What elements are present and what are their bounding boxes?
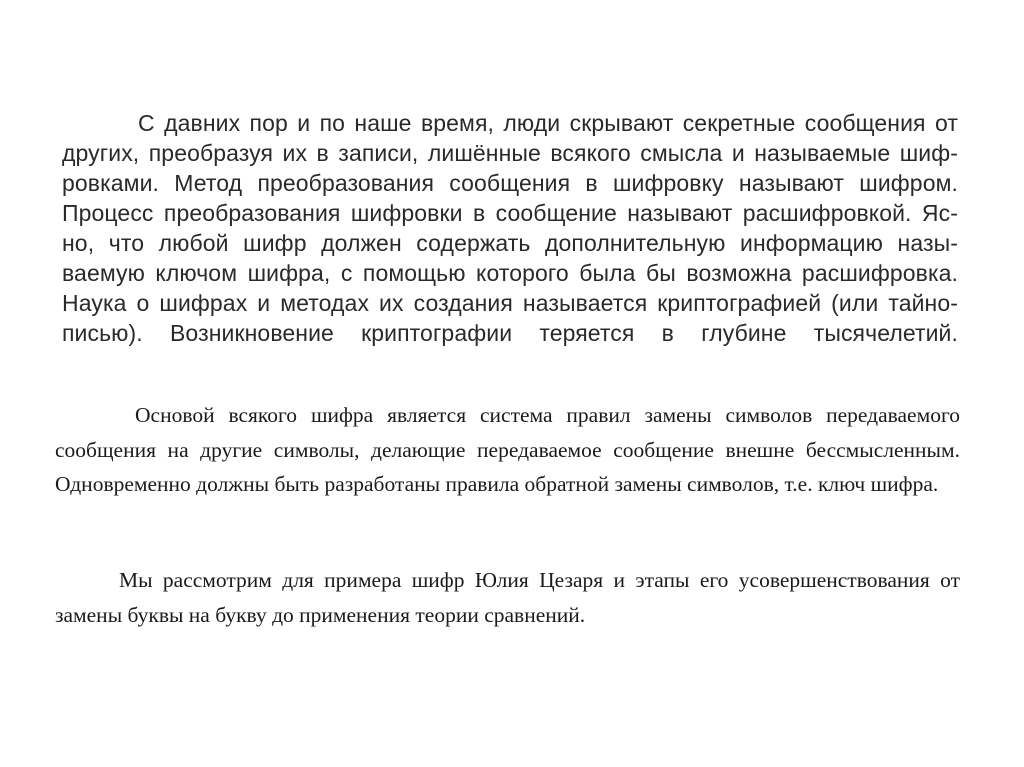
paragraph-text: Основой всякого шифра является система правил замены символов передаваемого сообщения на другие символы, делающие передаваемое сообщение внешне бессмысленным. Одновременно должны быть разработаны правила обратной замены символов, т.е. ключ шифра. <box>55 403 960 496</box>
paragraph-caesar-cipher <box>55 563 960 632</box>
scanned-text-line: Наука о шифрах и методах их создания называется криптографией (или тайно- <box>62 290 958 316</box>
paragraph-cipher-rules <box>55 398 960 502</box>
scanned-text-line: С давних пор и по наше время, люди скрывают секретные сообщения от <box>138 110 958 136</box>
scanned-text-line: Процесс преобразования шифровки в сообщение называют расшифровкой. Яс- <box>62 200 958 226</box>
scanned-text-line: ваемую ключом шифра, с помощью которого была бы возможна расшифровка. <box>62 260 958 286</box>
scanned-text-line: других, преобразуя их в записи, лишённые всякого смысла и называемые шиф- <box>62 140 958 166</box>
scanned-text-block <box>62 108 958 348</box>
paragraph-text: Мы рассмотрим для примера шифр Юлия Цезаря и этапы его усовершенствования от замены буквы на букву до применения теории сравнений. <box>55 568 960 627</box>
scanned-text-line: ровками. Метод преобразования сообщения в шифровку называют шифром. <box>62 170 958 196</box>
scanned-text-line: писью). Возникновение криптографии теряется в глубине тысячелетий. <box>62 320 958 346</box>
scanned-text-line: но, что любой шифр должен содержать дополнительную информацию назы- <box>62 230 958 256</box>
